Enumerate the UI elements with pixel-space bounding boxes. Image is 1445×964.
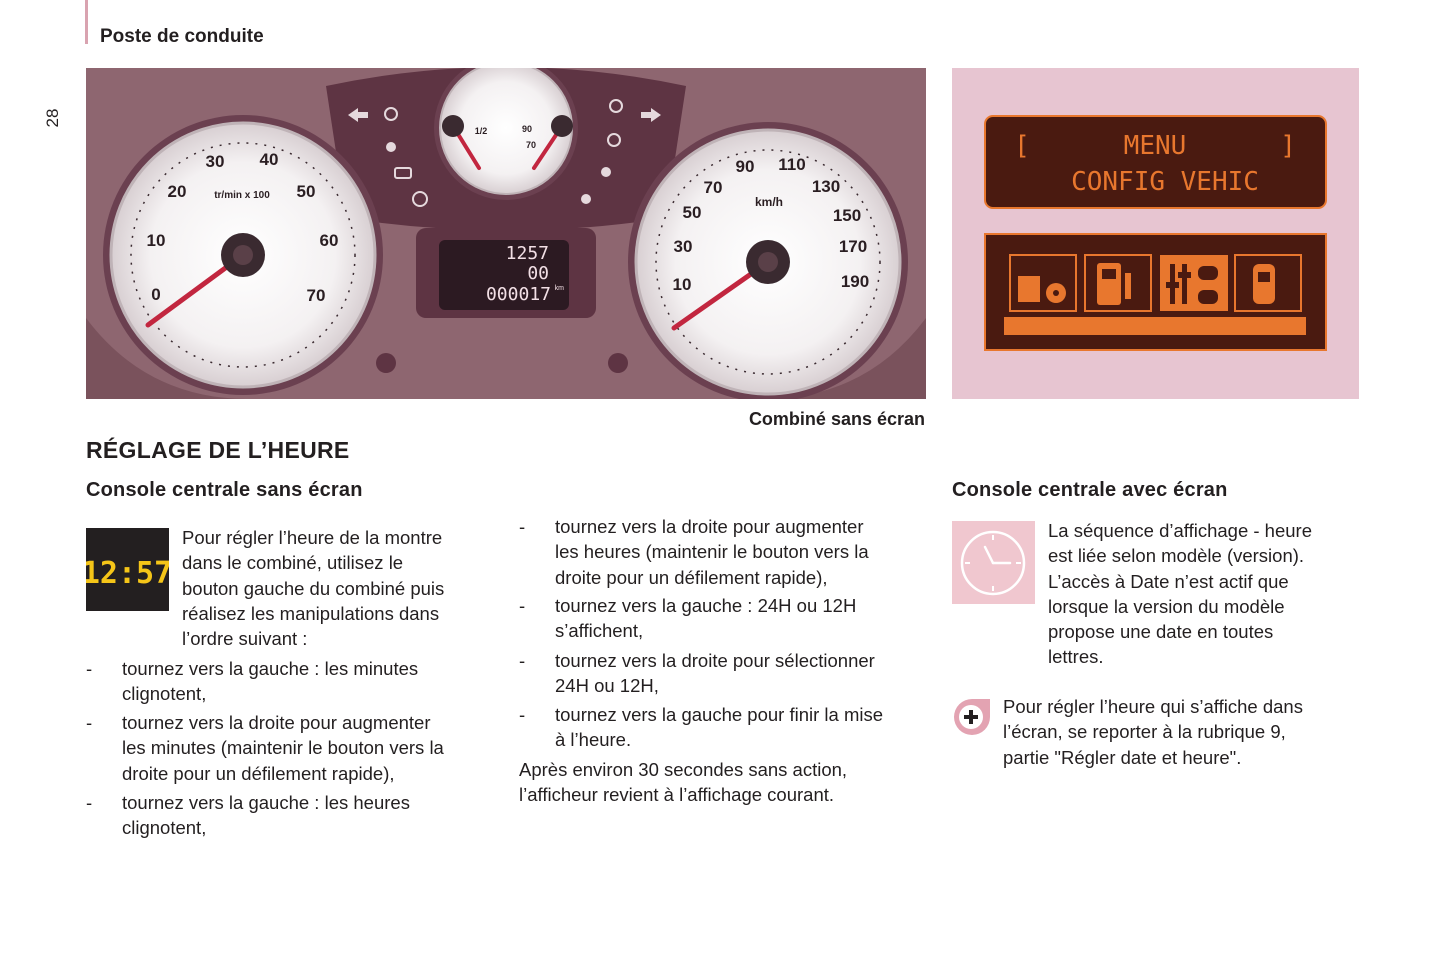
right-note bbox=[1003, 694, 1303, 770]
speedo-tick-130: 130 bbox=[811, 177, 841, 196]
lcd-line2: 00 bbox=[527, 263, 549, 284]
right-intro-line: propose une date en toutes bbox=[1048, 621, 1274, 643]
temp-70-label: 70 bbox=[525, 140, 537, 150]
page-number: 28 bbox=[43, 108, 62, 128]
tacho-tick-70: 70 bbox=[306, 286, 326, 305]
speedo-tick-30: 30 bbox=[673, 237, 693, 256]
speedo-tick-10: 10 bbox=[672, 275, 692, 294]
left-intro-line: Pour régler l’heure de la montre bbox=[182, 527, 443, 548]
left-intro-line: bouton gauche du combiné puis bbox=[182, 577, 445, 599]
bullet-dash: - bbox=[86, 712, 93, 733]
speedo-tick-90: 90 bbox=[735, 157, 755, 176]
left-intro-line: réalisez les manipulations dans bbox=[182, 602, 440, 624]
multifunction-display-illustration bbox=[952, 68, 1359, 399]
cluster-lcd bbox=[439, 240, 569, 310]
low-beam-icon bbox=[386, 142, 396, 152]
left-intro-line: dans le combiné, utilisez le bbox=[182, 552, 404, 574]
step-line: tournez vers la droite pour augmenter bbox=[122, 712, 431, 733]
middle-closing bbox=[519, 757, 847, 808]
left-intro-line: l’ordre suivant : bbox=[182, 628, 308, 650]
speedo-tick-50: 50 bbox=[682, 203, 702, 222]
note-line: partie "Régler date et heure". bbox=[1003, 746, 1242, 768]
step-line: clignotent, bbox=[122, 683, 207, 705]
tacho-tick-10: 10 bbox=[146, 231, 166, 250]
speedo-tick-110: 110 bbox=[778, 155, 806, 174]
analog-clock-icon bbox=[952, 521, 1035, 604]
step-line: les heures (maintenir le bouton vers la bbox=[555, 541, 869, 563]
lcd-time: 1257 bbox=[505, 243, 549, 264]
menu-line-2: CONFIG VEHIC bbox=[1071, 167, 1259, 197]
lcd-odometer: 000017 bbox=[485, 284, 551, 305]
section-title: Poste de conduite bbox=[100, 26, 264, 47]
step-line: tournez vers la droite pour sélectionner bbox=[555, 650, 875, 671]
digital-clock-icon bbox=[86, 528, 169, 611]
step-line: à l’heure. bbox=[555, 729, 632, 751]
tacho-unit: tr/min x 100 bbox=[214, 190, 270, 201]
step-line: droite pour un défilement rapide), bbox=[122, 762, 395, 784]
tacho-tick-0: 0 bbox=[151, 285, 161, 304]
closing-line: Après environ 30 secondes sans action, bbox=[519, 759, 848, 780]
menu-line-1: [ MENU ] bbox=[1014, 131, 1296, 161]
temp-90-label: 90 bbox=[521, 124, 533, 134]
seatbelt-icon bbox=[581, 194, 591, 204]
right-subheading: Console centrale avec écran bbox=[952, 479, 1228, 501]
bullet-dash: - bbox=[86, 792, 93, 813]
right-intro-line: L’accès à Date n’est actif que bbox=[1048, 570, 1289, 592]
note-line: l’écran, se reporter à la rubrique 9, bbox=[1003, 721, 1286, 743]
step-line: tournez vers la gauche : 24H ou 12H bbox=[555, 595, 857, 616]
bullet-dash: - bbox=[519, 595, 526, 616]
speedo-tick-190: 190 bbox=[840, 272, 870, 291]
instrument-cluster-illustration bbox=[86, 68, 926, 399]
tacho-tick-60: 60 bbox=[319, 231, 339, 250]
right-intro bbox=[1048, 518, 1312, 670]
tacho-tick-40: 40 bbox=[259, 150, 279, 169]
speedo-tick-150: 150 bbox=[832, 206, 862, 225]
closing-line: l’afficheur revient à l’affichage courant. bbox=[519, 784, 835, 806]
tacho-tick-50: 50 bbox=[296, 182, 316, 201]
step-line: tournez vers la gauche : les heures bbox=[122, 792, 410, 813]
bullet-dash: - bbox=[519, 704, 526, 725]
airbag-icon bbox=[601, 167, 611, 177]
step-line: tournez vers la gauche pour finir la mise bbox=[555, 704, 884, 725]
tachometer-gauge bbox=[103, 115, 383, 395]
note-line: Pour régler l’heure qui s’affiche dans bbox=[1003, 696, 1303, 717]
step-line: s’affichent, bbox=[555, 620, 644, 642]
step-line: droite pour un défilement rapide), bbox=[555, 566, 828, 588]
speedo-tick-170: 170 bbox=[838, 237, 868, 256]
step-line: tournez vers la droite pour augmenter bbox=[555, 516, 864, 537]
cluster-caption: Combiné sans écran bbox=[748, 409, 925, 429]
left-subheading: Console centrale sans écran bbox=[86, 479, 363, 501]
step-line: 24H ou 12H, bbox=[555, 675, 659, 697]
speedo-unit: km/h bbox=[754, 195, 784, 209]
right-intro-line: lettres. bbox=[1048, 646, 1104, 668]
speedo-tick-70: 70 bbox=[703, 178, 723, 197]
step-line: les minutes (maintenir le bouton vers la bbox=[122, 737, 444, 759]
section-marker bbox=[85, 0, 88, 44]
lcd-unit: km bbox=[554, 285, 564, 292]
fuel-half-label: 1/2 bbox=[474, 126, 488, 136]
step-line: tournez vers la gauche : les minutes bbox=[122, 658, 419, 679]
left-intro bbox=[182, 525, 444, 651]
right-intro-line: La séquence d’affichage - heure bbox=[1048, 520, 1312, 541]
plus-info-icon bbox=[952, 697, 992, 737]
tacho-tick-30: 30 bbox=[205, 152, 225, 171]
right-intro-line: lorsque la version du modèle bbox=[1048, 595, 1285, 617]
right-intro-line: est liée selon modèle (version). bbox=[1048, 545, 1305, 567]
step-line: clignotent, bbox=[122, 817, 207, 839]
tacho-tick-20: 20 bbox=[167, 182, 187, 201]
digital-clock-text: 12:57 bbox=[86, 556, 169, 591]
bullet-dash: - bbox=[519, 516, 526, 537]
main-heading: RÉGLAGE DE L’HEURE bbox=[86, 437, 350, 463]
speedometer-gauge bbox=[628, 122, 908, 399]
bullet-dash: - bbox=[86, 658, 93, 679]
bullet-dash: - bbox=[519, 650, 526, 671]
